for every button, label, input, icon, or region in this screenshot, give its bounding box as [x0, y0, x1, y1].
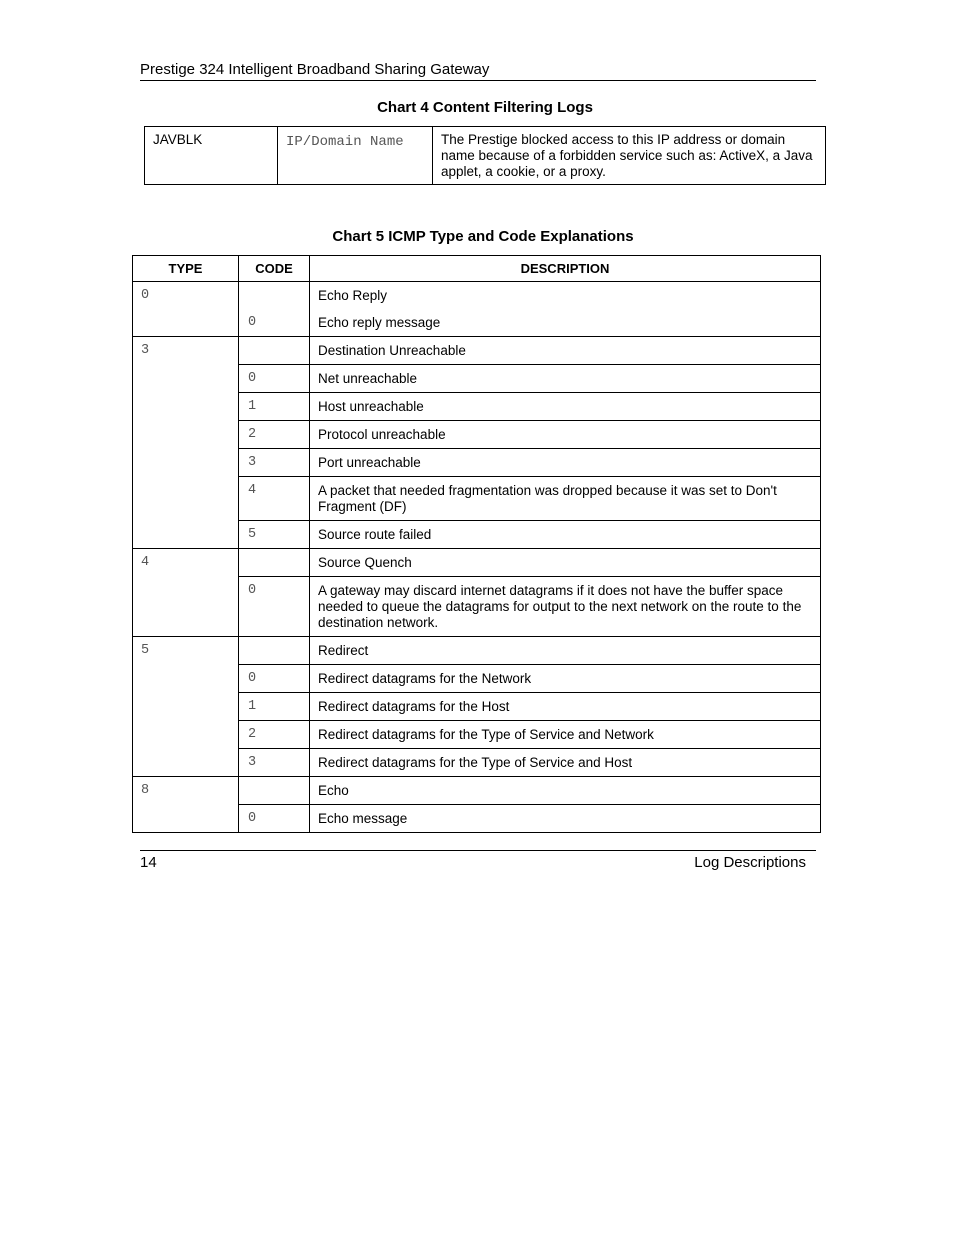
description-cell: Source route failed — [310, 521, 821, 549]
code-cell: 1 — [239, 393, 310, 421]
code-cell — [239, 777, 310, 805]
description-cell: Echo — [310, 777, 821, 805]
section-title: Log Descriptions — [694, 854, 806, 871]
code-cell: 0 — [239, 309, 310, 337]
description-cell: Protocol unreachable — [310, 421, 821, 449]
code-cell: 2 — [239, 421, 310, 449]
type-cell: 8 — [133, 777, 239, 833]
code-cell — [239, 549, 310, 577]
description-cell: Redirect datagrams for the Type of Service and Network — [310, 721, 821, 749]
code-column-header: CODE — [239, 256, 310, 282]
code-cell: 4 — [239, 477, 310, 521]
description-cell: Destination Unreachable — [310, 337, 821, 365]
table-row — [133, 337, 821, 365]
table-row — [133, 637, 821, 665]
description-cell: A packet that needed fragmentation was dropped because it was set to Don't Fragment (DF) — [310, 477, 821, 521]
description-cell: Echo Reply — [310, 282, 821, 310]
chart5-caption: Chart 5 ICMP Type and Code Explanations — [332, 228, 634, 245]
code-cell: 3 — [239, 749, 310, 777]
code-cell: 1 — [239, 693, 310, 721]
description-cell: Host unreachable — [310, 393, 821, 421]
description-column-header: DESCRIPTION — [310, 256, 821, 282]
code-cell — [239, 337, 310, 365]
description-cell: Echo reply message — [310, 309, 821, 337]
chart4-caption: Chart 4 Content Filtering Logs — [377, 99, 593, 116]
description-cell: Port unreachable — [310, 449, 821, 477]
page-footer — [140, 850, 816, 871]
description-cell: Redirect — [310, 637, 821, 665]
page-header: Prestige 324 Intelligent Broadband Sharing Gateway — [140, 60, 816, 81]
type-cell: 5 — [133, 637, 239, 777]
description-cell: Redirect datagrams for the Type of Service and Host — [310, 749, 821, 777]
code-cell: 0 — [239, 805, 310, 833]
icmp-type-code-table — [132, 255, 821, 833]
code-cell: 0 — [239, 665, 310, 693]
description-cell: Redirect datagrams for the Network — [310, 665, 821, 693]
page-number: 14 — [140, 854, 157, 871]
description-cell: Echo message — [310, 805, 821, 833]
log-data-cell: IP/Domain Name — [278, 127, 433, 185]
description-cell: Redirect datagrams for the Host — [310, 693, 821, 721]
table-row — [133, 282, 821, 310]
type-column-header: TYPE — [133, 256, 239, 282]
log-message-cell: JAVBLK — [145, 127, 278, 185]
type-cell: 0 — [133, 282, 239, 337]
table-row — [145, 127, 826, 185]
code-cell: 0 — [239, 577, 310, 637]
code-cell — [239, 282, 310, 310]
table-row — [133, 549, 821, 577]
description-cell: A gateway may discard internet datagrams if it does not have the buffer space needed to queue the datagrams for output to the next network on the route to the destination network. — [310, 577, 821, 637]
code-cell: 2 — [239, 721, 310, 749]
code-cell: 0 — [239, 365, 310, 393]
type-cell: 3 — [133, 337, 239, 549]
table-header-row — [133, 256, 821, 282]
table-row — [133, 777, 821, 805]
description-cell: Net unreachable — [310, 365, 821, 393]
code-cell — [239, 637, 310, 665]
code-cell: 3 — [239, 449, 310, 477]
log-description-cell: The Prestige blocked access to this IP address or domain name because of a forbidden service such as: ActiveX, a Java applet, a cookie, or a proxy. — [433, 127, 826, 185]
type-cell: 4 — [133, 549, 239, 637]
content-filtering-logs-table — [144, 126, 826, 185]
description-cell: Source Quench — [310, 549, 821, 577]
code-cell: 5 — [239, 521, 310, 549]
